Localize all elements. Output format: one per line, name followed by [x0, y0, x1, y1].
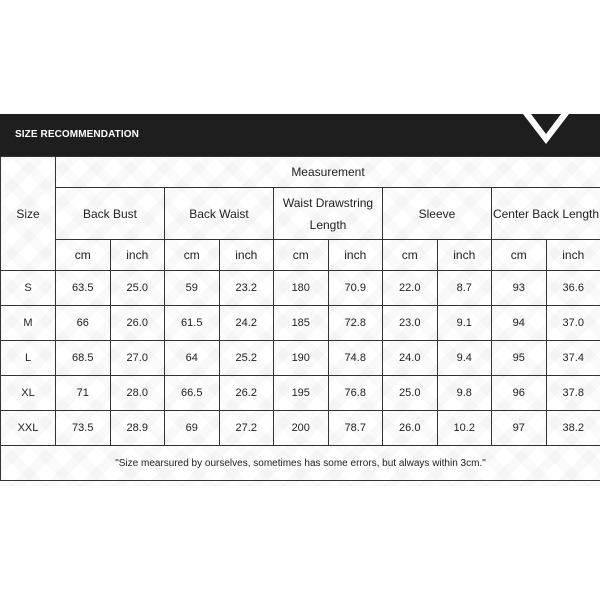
table-row — [1, 271, 600, 306]
table-cell: 27.2 — [219, 411, 274, 446]
table-cell: 28.9 — [110, 411, 165, 446]
table-cell: 25.0 — [383, 376, 438, 411]
size-note: "Size mearsured by ourselves, sometimes has some errors, but always within 3cm." — [1, 446, 600, 481]
table-cell: 26.0 — [110, 306, 165, 341]
table-cell: 200 — [274, 411, 329, 446]
table-cell: 66 — [56, 306, 111, 341]
table-cell: 94 — [492, 306, 547, 341]
table-cell: 38.2 — [546, 411, 600, 446]
unit-header: cm — [56, 240, 111, 271]
table-cell: 195 — [274, 376, 329, 411]
table-area — [0, 156, 600, 486]
table-cell: 37.0 — [546, 306, 600, 341]
table-cell: 64 — [165, 341, 220, 376]
table-cell: 72.8 — [328, 306, 383, 341]
table-cell: 66.5 — [165, 376, 220, 411]
measurement-header-row — [1, 157, 600, 188]
table-cell: 9.1 — [437, 306, 492, 341]
table-cell: 9.8 — [437, 376, 492, 411]
table-cell: 27.0 — [110, 341, 165, 376]
table-cell: 97 — [492, 411, 547, 446]
size-label: S — [1, 271, 56, 306]
table-cell: 63.5 — [56, 271, 111, 306]
table-cell: 9.4 — [437, 341, 492, 376]
note-row — [1, 446, 600, 481]
table-cell: 22.0 — [383, 271, 438, 306]
table-cell: 70.9 — [328, 271, 383, 306]
unit-header: inch — [219, 240, 274, 271]
table-row — [1, 341, 600, 376]
size-column-header: Size — [1, 157, 56, 271]
table-cell: 78.7 — [328, 411, 383, 446]
table-cell: 26.0 — [383, 411, 438, 446]
table-cell: 26.2 — [219, 376, 274, 411]
table-cell: 8.7 — [437, 271, 492, 306]
size-label: XXL — [1, 411, 56, 446]
table-cell: 28.0 — [110, 376, 165, 411]
group-header-sleeve: Sleeve — [383, 188, 492, 240]
table-cell: 185 — [274, 306, 329, 341]
size-label: M — [1, 306, 56, 341]
table-cell: 93 — [492, 271, 547, 306]
group-header-waist-drawstring-length: Waist Drawstring Length — [274, 188, 383, 240]
table-cell: 96 — [492, 376, 547, 411]
size-table — [0, 156, 600, 481]
header-bar — [0, 114, 600, 156]
table-row — [1, 306, 600, 341]
table-cell: 10.2 — [437, 411, 492, 446]
table-cell: 37.8 — [546, 376, 600, 411]
table-cell: 73.5 — [56, 411, 111, 446]
table-cell: 23.2 — [219, 271, 274, 306]
table-cell: 25.2 — [219, 341, 274, 376]
group-header-back-bust: Back Bust — [56, 188, 165, 240]
unit-header: inch — [546, 240, 600, 271]
table-cell: 69 — [165, 411, 220, 446]
table-cell: 23.0 — [383, 306, 438, 341]
group-header-center-back-length: Center Back Length — [492, 188, 600, 240]
header-title: SIZE RECOMMENDATION — [15, 129, 139, 140]
table-row — [1, 411, 600, 446]
group-header-back-waist: Back Waist — [165, 188, 274, 240]
unit-header-row — [1, 240, 600, 271]
table-row — [1, 376, 600, 411]
table-cell: 36.6 — [546, 271, 600, 306]
size-chart — [0, 114, 600, 486]
table-cell: 24.2 — [219, 306, 274, 341]
unit-header: cm — [492, 240, 547, 271]
group-header-row — [1, 188, 600, 240]
measurement-header: Measurement — [56, 157, 600, 188]
table-cell: 61.5 — [165, 306, 220, 341]
size-label: XL — [1, 376, 56, 411]
table-cell: 37.4 — [546, 341, 600, 376]
table-cell: 25.0 — [110, 271, 165, 306]
table-cell: 59 — [165, 271, 220, 306]
table-cell: 190 — [274, 341, 329, 376]
size-label: L — [1, 341, 56, 376]
table-cell: 95 — [492, 341, 547, 376]
unit-header: inch — [328, 240, 383, 271]
table-cell: 24.0 — [383, 341, 438, 376]
unit-header: cm — [165, 240, 220, 271]
unit-header: cm — [274, 240, 329, 271]
table-cell: 68.5 — [56, 341, 111, 376]
chevron-inner-shape — [531, 114, 561, 134]
unit-header: cm — [383, 240, 438, 271]
unit-header: inch — [437, 240, 492, 271]
unit-header: inch — [110, 240, 165, 271]
table-cell: 180 — [274, 271, 329, 306]
table-cell: 74.8 — [328, 341, 383, 376]
table-cell: 76.8 — [328, 376, 383, 411]
table-cell: 71 — [56, 376, 111, 411]
